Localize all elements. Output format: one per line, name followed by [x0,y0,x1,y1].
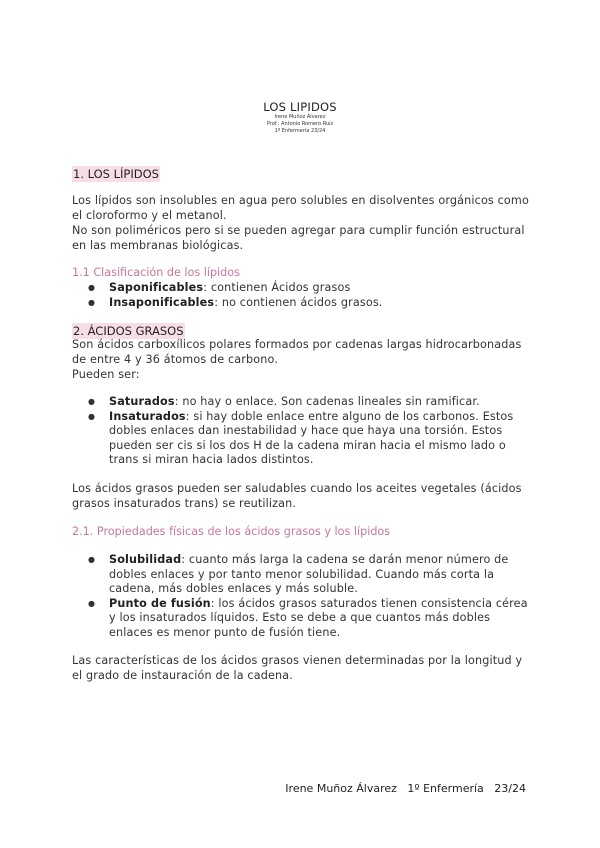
paragraph-caracteristicas: Las características de los ácidos grasos vienen determinadas por la longitud y el grado de instauración de la cadena. [72,654,523,682]
list-clasificacion [72,281,534,310]
term-insaturados: Insaturados [109,409,186,423]
document-header [0,100,600,135]
footer-author: Irene Muñoz Álvarez [285,782,397,795]
header-author: Irene Muñoz Álvarez [274,114,326,120]
header-course: 1º Enfermería 23/24 [274,128,326,134]
subsection-heading-propiedades: 2.1. Propiedades físicas de los ácidos grasos y los lípidos [72,525,391,538]
subsection-heading-clasificacion: 1.1 Clasificación de los lípidos [72,266,240,279]
list-propiedades [72,553,534,641]
term-saponificables: Saponificables [109,281,204,294]
document-title: LOS LIPIDOS [263,100,337,114]
list-item [72,395,534,410]
text-punto-fusion: : los ácidos grasos saturados tienen consistencia cérea y los insaturados líquidos. Esto se debe a que cuantos más dobles enlaces es menor punto de fusión tiene. [109,596,528,639]
paragraph-lipidos-solubilidad: Los lípidos son insolubles en agua pero solubles en disolventes orgánicos como el cloroformo y el metanol. [72,194,529,222]
paragraph-acidos-definicion: Son ácidos carboxílicos polares formados por cadenas largas hidrocarbonadas de entre 4 y 36 átomos de carbono. [72,338,522,366]
page-footer [285,782,526,795]
list-item [72,410,534,468]
header-professor: Prof.: Antonio Romero Ruiz [266,121,334,127]
term-punto-fusion: Punto de fusión [109,596,211,610]
term-solubilidad: Solubilidad [109,553,182,566]
section-heading-acidos-grasos: 2. ÁCIDOS GRASOS [73,324,184,338]
list-item [72,553,534,597]
footer-course: 1º Enfermería [407,782,484,795]
text-saturados: : no hay o enlace. Son cadenas lineales sin ramificar. [174,395,480,408]
list-item [72,281,534,296]
list-item [72,296,534,311]
footer-year: 23/24 [494,782,526,795]
term-saturados: Saturados [109,395,175,408]
list-item [72,597,534,641]
paragraph-lipidos-polimeros: No son poliméricos pero si se pueden agregar para cumplir función estructural en las membranas biológicas. [72,224,525,252]
text-solubilidad: : cuanto más larga la cadena se darán menor número de dobles enlaces y por tanto menor solubilidad. Cuando más corta la cadena, más dobles enlaces y más soluble. [109,553,509,596]
term-insaponificables: Insaponificables [109,295,215,309]
text-insaponificables: : no contienen ácidos grasos. [214,295,383,309]
list-tipos-acidos [72,395,534,468]
text-saponificables: : contienen Ácidos grasos [203,281,351,294]
text-insaturados: : si hay doble enlace entre alguno de los carbonos. Estos dobles enlaces dan inestabilidad y hace que haya una torsión. Estos pueden ser cis si los dos H de la cadena miran hacia el mismo lado o trans si miran hacia lados distintos. [109,409,514,467]
paragraph-acidos-saludables: Los ácidos grasos pueden ser saludables cuando los aceites vegetales (ácidos grasos insaturados trans) se reutilizan. [72,482,522,510]
section-heading-lipidos: 1. LOS LÍPIDOS [73,167,159,181]
paragraph-pueden-ser: Pueden ser: [72,368,140,381]
